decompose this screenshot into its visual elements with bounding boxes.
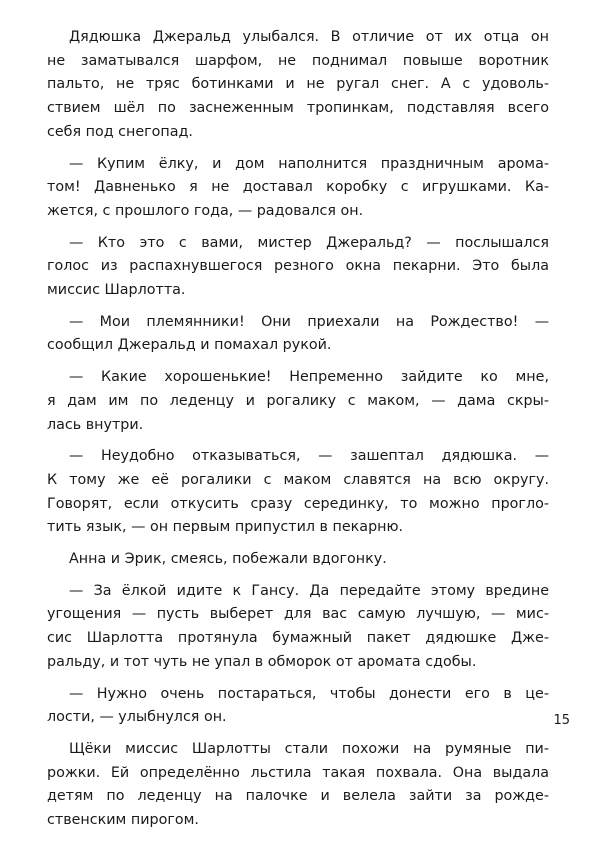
paragraph [47,580,549,675]
page-number: 15 [553,713,570,728]
text-line: ствием шёл по заснеженным тропинкам, подставляя всего [47,100,549,117]
text-line: не заматывался шарфом, не поднимал повыше воротник [47,52,549,69]
text-line: — Нужно очень постараться, чтобы донести его в це- [69,685,549,702]
text-line: — Неудобно отказываться, — зашептал дядюшка. — [69,448,549,465]
book-page-text [47,26,549,841]
text-line: — Кто это с вами, мистер Джеральд? — послышался [69,234,549,251]
text-line: ственским пирогом. [47,812,199,829]
text-line: пальто, не тряс ботинками и не ругал снег. А с удоволь- [47,76,549,93]
text-line: угощения — пусть выберет для вас самую лучшую, — мис- [47,606,549,623]
text-line: К тому же её рогалики с маком славятся на всю округу. [47,471,549,488]
text-line: детям по леденцу на палочке и велела зайти за рожде- [47,788,549,805]
text-line: — Мои племянники! Они приехали на Рождество! — [69,313,549,330]
paragraph [47,366,549,437]
text-line: сообщил Джеральд и помахал рукой. [47,337,332,354]
text-line: я дам им по леденцу и рогалику с маком, — дама скры- [47,392,549,409]
text-line: тить язык, — он первым припустил в пекарню. [47,519,404,536]
paragraph [47,232,549,303]
paragraph [47,548,549,572]
text-line: ральду, и тот чуть не упал в обморок от аромата сдобы. [47,653,477,670]
text-line: рожки. Ей определённо льстила такая похвала. Она выдала [47,764,549,781]
text-line: Анна и Эрик, смеясь, побежали вдогонку. [69,551,387,568]
text-line: голос из распахнувшегося резного окна пекарни. Это была [47,258,549,275]
text-line: сис Шарлотта протянула бумажный пакет дядюшке Дже- [47,630,549,647]
paragraph [47,738,549,833]
text-line: — Какие хорошенькие! Непременно зайдите ко мне, [69,369,549,386]
paragraph [47,311,549,358]
text-line: лась внутри. [47,416,144,433]
text-line: себя под снегопад. [47,123,193,140]
text-line: том! Давненько я не доставал коробку с игрушками. Ка- [47,179,549,196]
text-line: лости, — улыбнулся он. [47,709,227,726]
text-line: — Купим ёлку, и дом наполнится праздничным арома- [69,155,549,172]
text-line: Щёки миссис Шарлотты стали похожи на румяные пи- [69,740,549,757]
text-line: Дядюшка Джеральд улыбался. В отличие от их отца он [69,29,549,45]
paragraph [47,153,549,224]
paragraph [47,683,549,730]
text-line: миссис Шарлотта. [47,282,186,299]
text-line: — За ёлкой идите к Гансу. Да передайте этому вредине [69,582,549,599]
text-line: Говорят, если откусить сразу серединку, то можно прогло- [47,495,549,512]
paragraph [47,26,549,145]
paragraph [47,445,549,540]
text-line: жется, с прошлого года, — радовался он. [47,202,364,219]
